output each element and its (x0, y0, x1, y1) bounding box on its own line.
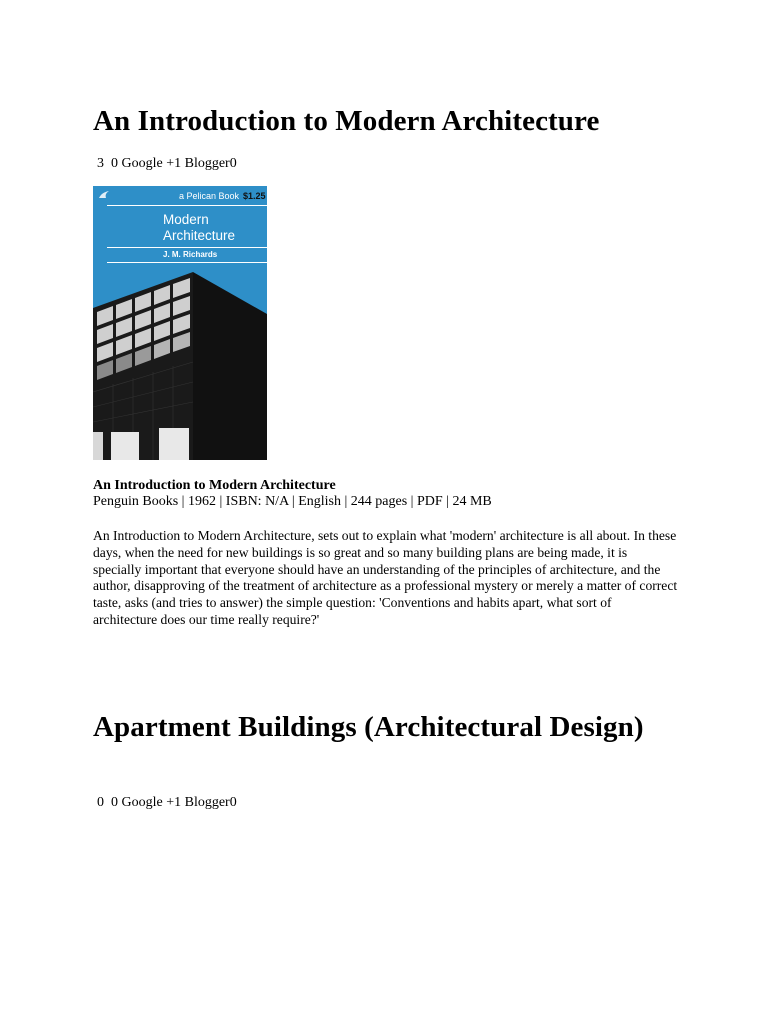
post-title[interactable]: Apartment Buildings (Architectural Design) (93, 711, 644, 743)
cover-divider (107, 247, 267, 248)
cover-price: $1.25 (243, 191, 266, 201)
cover-title: Modern Architecture (163, 212, 236, 243)
building-photo-illustration (93, 272, 267, 460)
cover-author: J. M. Richards (163, 250, 218, 259)
book-title: An Introduction to Modern Architecture (93, 478, 336, 493)
share-counts[interactable]: 0 0 Google +1 Blogger0 (97, 795, 237, 810)
book-description: An Introduction to Modern Architecture, sets out to explain what 'modern' architecture is all about. In these days, when the need for new buildings is so great and so many building plans are being made, it is specially important that everyone should have an understanding of the principles of architecture, and the author, disapproving of the treatment of architecture as a professional mystery or merely a matter of correct taste, asks (and tries to answer) the simple question: 'Conventions and habits apart, what sort of architecture does our time really require?' (93, 528, 678, 627)
book-cover-image (93, 186, 267, 460)
share-counts[interactable]: 3 0 Google +1 Blogger0 (97, 156, 237, 171)
cover-divider (107, 262, 267, 263)
cover-publisher-badge: a Pelican Book (179, 191, 240, 201)
post-title[interactable]: An Introduction to Modern Architecture (93, 105, 600, 137)
cover-brand-row (93, 190, 267, 204)
book-meta: Penguin Books | 1962 | ISBN: N/A | English | 244 pages | PDF | 24 MB (93, 494, 492, 509)
cover-divider (107, 205, 267, 206)
